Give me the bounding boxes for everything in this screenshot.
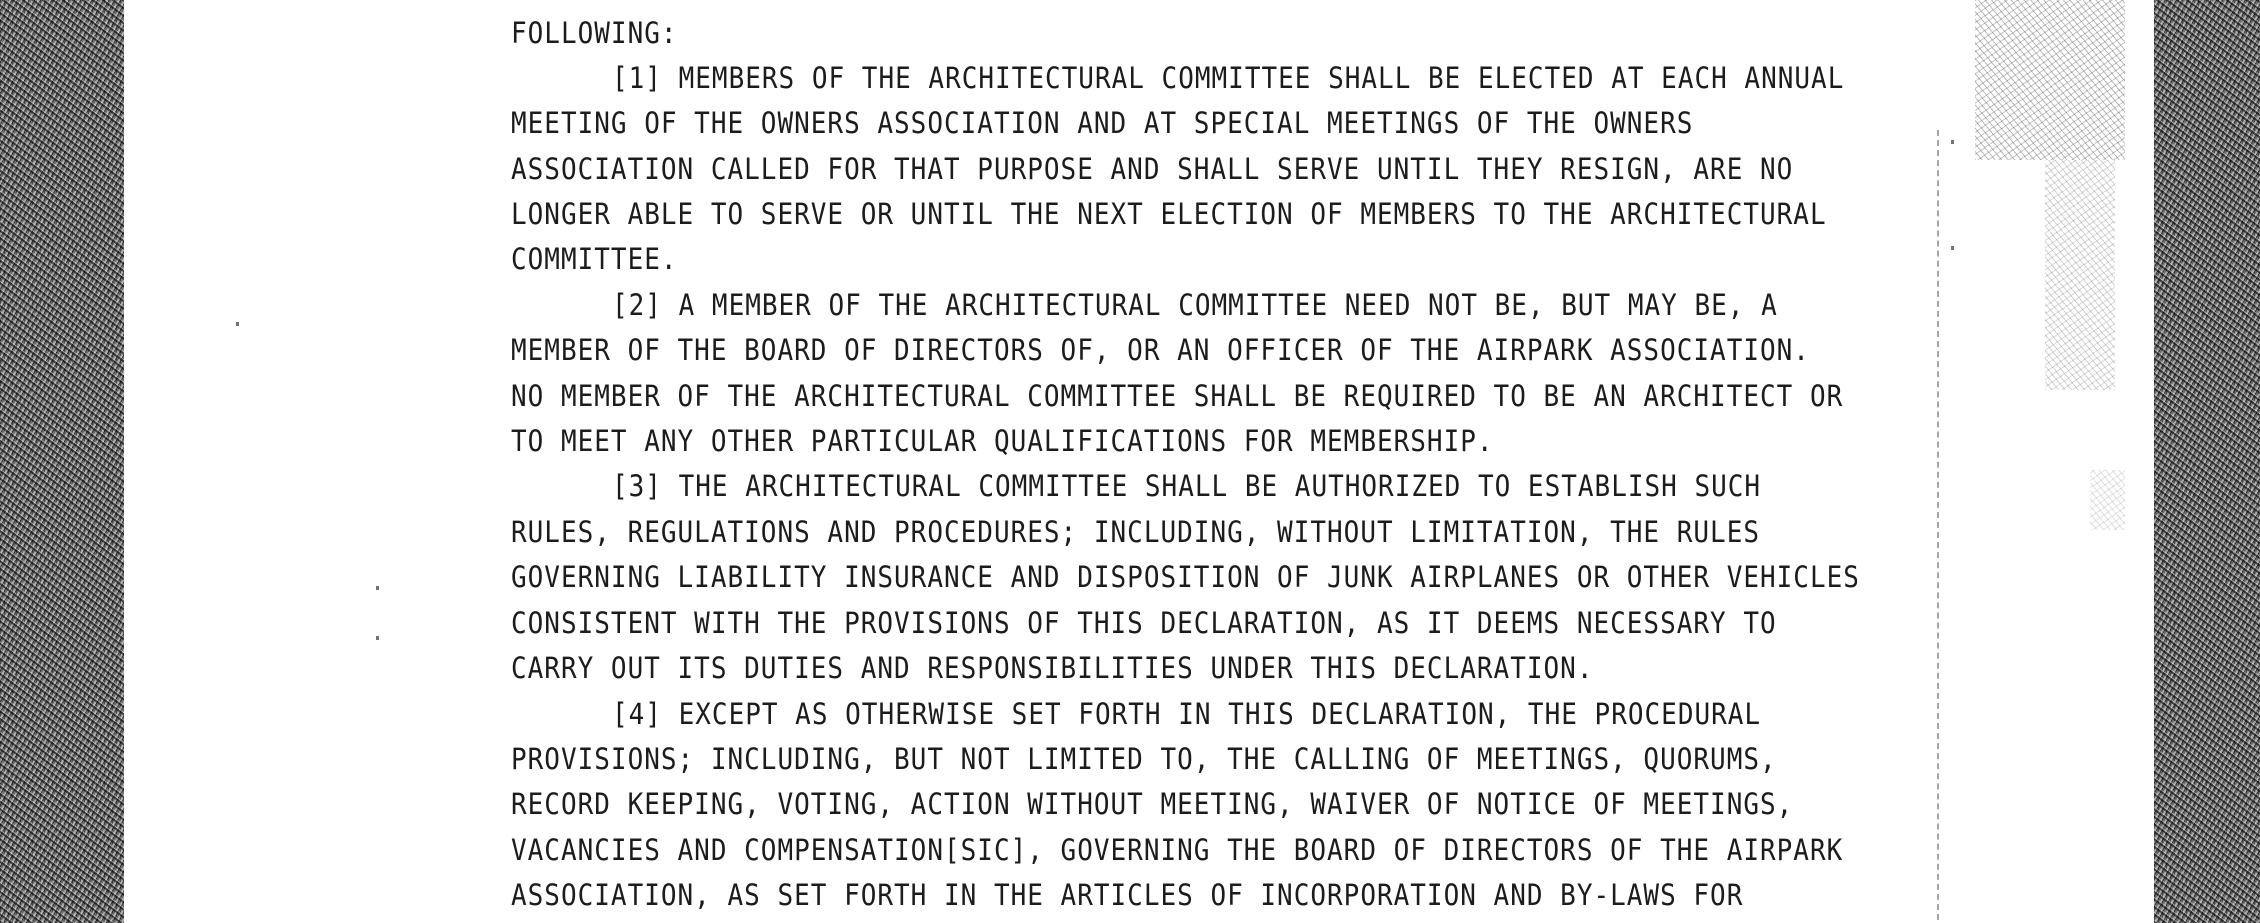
paragraph-3-line: CONSISTENT WITH THE PROVISIONS OF THIS DECLARATION, AS IT DEEMS NECESSARY TO (511, 607, 1777, 641)
paragraph-4-line: RECORD KEEPING, VOTING, ACTION WITHOUT MEETING, WAIVER OF NOTICE OF MEETINGS, (511, 788, 1794, 822)
paragraph-1-line: ASSOCIATION CALLED FOR THAT PURPOSE AND SHALL SERVE UNTIL THEY RESIGN, ARE NO (511, 153, 1794, 187)
paragraph-3-line: [3] THE ARCHITECTURAL COMMITTEE SHALL BE AUTHORIZED TO ESTABLISH SUCH (612, 470, 1762, 504)
paragraph-1-line: LONGER ABLE TO SERVE OR UNTIL THE NEXT ELECTION OF MEMBERS TO THE ARCHITECTURAL (511, 198, 1827, 232)
paragraph-3-line: CARRY OUT ITS DUTIES AND RESPONSIBILITIES UNDER THIS DECLARATION. (511, 652, 1594, 686)
paragraph-1-line: [1] MEMBERS OF THE ARCHITECTURAL COMMITTEE SHALL BE ELECTED AT EACH ANNUAL (612, 62, 1845, 96)
paragraph-4-line: ASSOCIATION, AS SET FORTH IN THE ARTICLES OF INCORPORATION AND BY-LAWS FOR (511, 879, 1744, 913)
paragraph-2-line: MEMBER OF THE BOARD OF DIRECTORS OF, OR AN OFFICER OF THE AIRPARK ASSOCIATION. (511, 334, 1810, 368)
paragraph-4-line: PROVISIONS; INCLUDING, BUT NOT LIMITED TO, THE CALLING OF MEETINGS, QUORUMS, (511, 743, 1777, 777)
paragraph-3-line: GOVERNING LIABILITY INSURANCE AND DISPOSITION OF JUNK AIRPLANES OR OTHER VEHICLES (511, 561, 1860, 595)
paragraph-2-line: TO MEET ANY OTHER PARTICULAR QUALIFICATIONS FOR MEMBERSHIP. (511, 425, 1494, 459)
paragraph-4-line: [4] EXCEPT AS OTHERWISE SET FORTH IN THIS DECLARATION, THE PROCEDURAL (612, 698, 1762, 732)
document-line: FOLLOWING: (511, 17, 678, 51)
paragraph-2-line: NO MEMBER OF THE ARCHITECTURAL COMMITTEE SHALL BE REQUIRED TO BE AN ARCHITECT OR (511, 380, 1844, 414)
paragraph-3-line: RULES, REGULATIONS AND PROCEDURES; INCLUDING, WITHOUT LIMITATION, THE RULES (511, 516, 1760, 550)
paragraph-4-line: VACANCIES AND COMPENSATION[SIC], GOVERNING THE BOARD OF DIRECTORS OF THE AIRPARK (511, 834, 1844, 868)
paragraph-1-line: COMMITTEE. (511, 243, 678, 277)
paragraph-2-line: [2] A MEMBER OF THE ARCHITECTURAL COMMITTEE NEED NOT BE, BUT MAY BE, A (612, 289, 1778, 323)
paragraph-1-line: MEETING OF THE OWNERS ASSOCIATION AND AT SPECIAL MEETINGS OF THE OWNERS (511, 107, 1694, 141)
